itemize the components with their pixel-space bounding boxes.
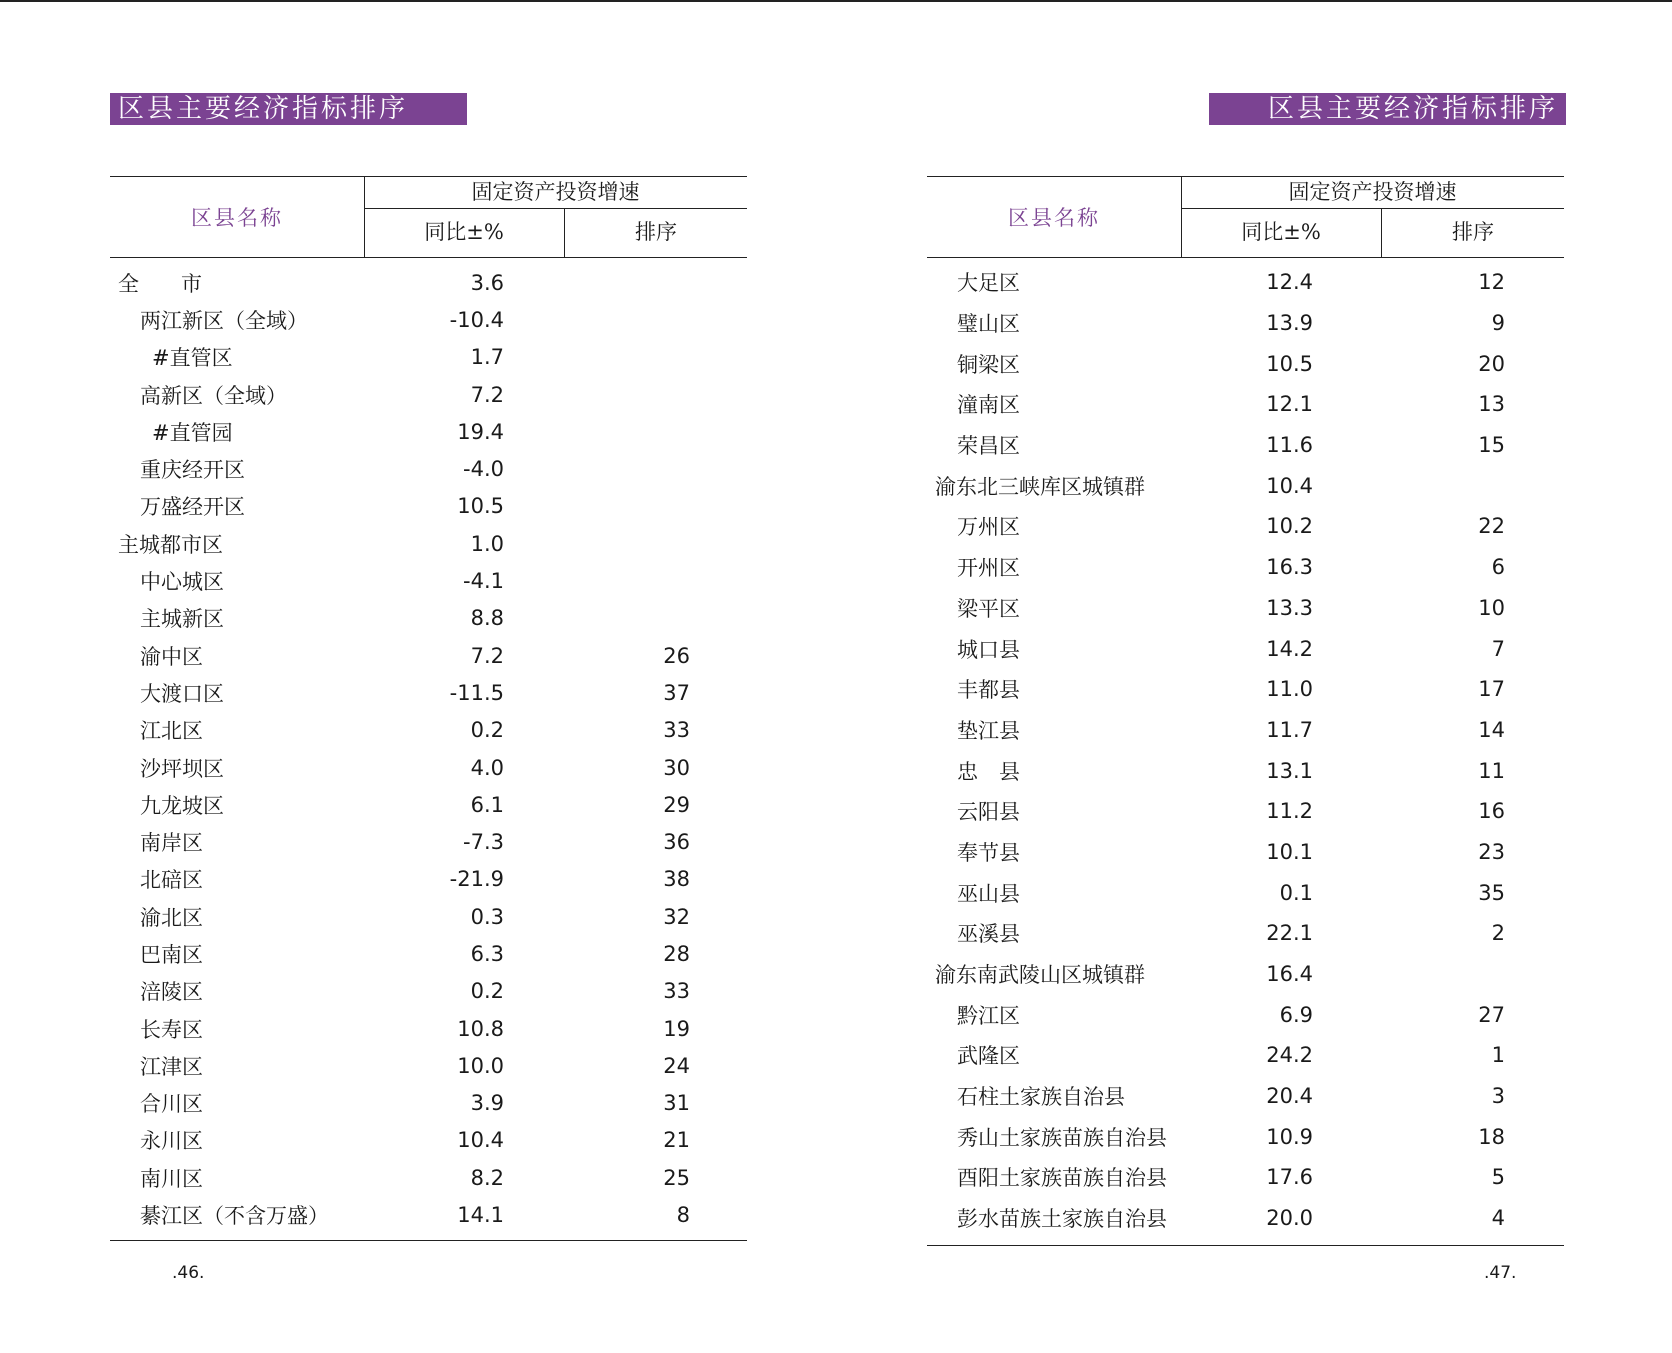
table-row [110, 637, 747, 674]
table-row [927, 343, 1564, 384]
table-row [110, 450, 747, 487]
district-name-cell: 重庆经开区 [140, 458, 245, 483]
table-row [110, 339, 747, 376]
rank-cell: 10 [1478, 595, 1505, 620]
table-row [927, 669, 1564, 710]
rank-cell: 31 [663, 1091, 690, 1116]
table-header [927, 176, 1564, 258]
table-body [110, 258, 747, 1241]
table-row [110, 1196, 747, 1233]
table-row [110, 413, 747, 450]
yoy-growth-cell: 11.0 [1266, 677, 1313, 702]
yoy-growth-cell: 10.0 [457, 1053, 504, 1078]
yoy-growth-cell: 7.2 [470, 382, 504, 407]
yoy-growth-cell: 10.5 [457, 494, 504, 519]
rank-cell: 33 [663, 979, 690, 1004]
indicator-table [927, 176, 1564, 1246]
rank-cell: 32 [663, 904, 690, 929]
table-row [110, 973, 747, 1010]
district-name-cell: 主城都市区 [118, 532, 223, 557]
rank-cell: 4 [1491, 1206, 1505, 1231]
table-row [927, 384, 1564, 425]
yoy-growth-cell: 10.5 [1266, 351, 1313, 376]
rank-cell [565, 264, 690, 301]
rank-cell: 13 [1478, 392, 1505, 417]
yoy-growth-cell: 22.1 [1266, 921, 1313, 946]
page-number: .47. [1484, 1263, 1517, 1283]
table-row [110, 1122, 747, 1159]
rank-cell: 2 [1491, 921, 1505, 946]
table-row [110, 1047, 747, 1084]
rank-cell [565, 301, 690, 338]
district-name-cell: 璧山区 [957, 312, 1020, 337]
header-investment-growth: 固定资产投资增速 [1181, 177, 1564, 209]
table-row [927, 1198, 1564, 1239]
rank-cell [565, 339, 690, 376]
yoy-growth-cell: -4.0 [463, 457, 504, 482]
table-row [927, 913, 1564, 954]
yoy-growth-cell: 16.3 [1266, 555, 1313, 580]
district-name-cell: 黔江区 [957, 1003, 1020, 1028]
header-rank: 排序 [1452, 220, 1494, 244]
section-banner-title: 区县主要经济指标排序 [1209, 93, 1566, 125]
district-name-cell: 沙坪坝区 [140, 756, 224, 781]
district-name-cell: 彭水苗族土家族自治县 [957, 1207, 1167, 1232]
district-name-cell: 巫山县 [957, 881, 1020, 906]
yoy-growth-cell: 10.2 [1266, 514, 1313, 539]
rank-cell: 9 [1491, 311, 1505, 336]
rank-cell [565, 450, 690, 487]
district-name-cell: 北碚区 [140, 868, 203, 893]
yoy-growth-cell: 20.0 [1266, 1206, 1313, 1231]
table-row [927, 1076, 1564, 1117]
rank-cell: 6 [1491, 555, 1505, 580]
table-row [927, 832, 1564, 873]
rank-cell: 8 [676, 1203, 690, 1228]
district-name-cell: 江津区 [140, 1054, 203, 1079]
rank-cell: 30 [663, 755, 690, 780]
yoy-growth-cell: 3.6 [470, 270, 504, 295]
district-name-cell: 铜梁区 [957, 352, 1020, 377]
rank-cell: 33 [663, 718, 690, 743]
yoy-growth-cell: 0.2 [470, 979, 504, 1004]
yoy-growth-cell: 6.3 [470, 941, 504, 966]
yoy-growth-cell: 13.1 [1266, 758, 1313, 783]
district-name-cell: 涪陵区 [140, 980, 203, 1005]
table-row [927, 791, 1564, 832]
district-name-cell: 南岸区 [140, 831, 203, 856]
district-name-cell: 高新区（全域） [140, 383, 287, 408]
yoy-growth-cell: 10.9 [1266, 1124, 1313, 1149]
table-row [927, 1116, 1564, 1157]
table-row [927, 506, 1564, 547]
table-row [927, 262, 1564, 303]
district-name-cell: 巴南区 [140, 942, 203, 967]
rank-cell: 24 [663, 1053, 690, 1078]
yoy-growth-cell: 12.1 [1266, 392, 1313, 417]
rank-cell [1382, 954, 1505, 995]
header-district-name: 区县名称 [927, 177, 1182, 257]
table-row [110, 264, 747, 301]
district-name-cell: 秀山土家族苗族自治县 [957, 1125, 1167, 1150]
district-name-cell: 梁平区 [957, 596, 1020, 621]
yoy-growth-cell: 7.2 [470, 643, 504, 668]
district-name-cell: 九龙坡区 [140, 793, 224, 818]
table-row [927, 1157, 1564, 1198]
rank-cell: 28 [663, 941, 690, 966]
table-row [110, 861, 747, 898]
rank-cell: 25 [663, 1165, 690, 1190]
yoy-growth-cell: 10.1 [1266, 839, 1313, 864]
table-row [927, 547, 1564, 588]
rank-cell: 1 [1491, 1043, 1505, 1068]
yoy-growth-cell: 1.7 [470, 345, 504, 370]
district-name-cell: 垫江县 [957, 718, 1020, 743]
yoy-growth-cell: 1.0 [470, 531, 504, 556]
district-name-cell: 潼南区 [957, 393, 1020, 418]
yoy-growth-cell: 10.4 [457, 1128, 504, 1153]
district-name-cell: 巫溪县 [957, 922, 1020, 947]
header-investment-growth: 固定资产投资增速 [364, 177, 747, 209]
yoy-growth-cell: 6.1 [470, 792, 504, 817]
table-row [927, 710, 1564, 751]
right-page [836, 0, 1672, 1353]
yoy-growth-cell: -10.4 [449, 307, 504, 332]
rank-cell [1382, 465, 1505, 506]
yoy-growth-cell: 12.4 [1266, 270, 1313, 295]
table-row [110, 712, 747, 749]
table-row [110, 823, 747, 860]
rank-cell: 22 [1478, 514, 1505, 539]
table-row [110, 674, 747, 711]
yoy-growth-cell: 20.4 [1266, 1084, 1313, 1109]
district-name-cell: 忠 县 [957, 759, 1020, 784]
yoy-growth-cell: -4.1 [463, 569, 504, 594]
table-row [927, 425, 1564, 466]
yoy-growth-cell: 8.2 [470, 1165, 504, 1190]
district-name-cell: #直管区 [152, 346, 233, 371]
yoy-growth-cell: 10.8 [457, 1016, 504, 1041]
yoy-growth-cell: -21.9 [449, 867, 504, 892]
table-row [110, 898, 747, 935]
rank-cell: 20 [1478, 351, 1505, 376]
district-name-cell: 主城新区 [140, 607, 224, 632]
rank-cell [565, 562, 690, 599]
table-row [110, 525, 747, 562]
yoy-growth-cell: 0.2 [470, 718, 504, 743]
rank-cell: 38 [663, 867, 690, 892]
table-header [110, 176, 747, 258]
yoy-growth-cell: -7.3 [463, 830, 504, 855]
district-name-cell: 奉节县 [957, 840, 1020, 865]
yoy-growth-cell: 0.3 [470, 904, 504, 929]
yoy-growth-cell: 13.3 [1266, 595, 1313, 620]
yoy-growth-cell: 4.0 [470, 755, 504, 780]
district-name-cell: 全 市 [118, 271, 202, 296]
district-name-cell: 丰都县 [957, 678, 1020, 703]
header-district-name: 区县名称 [110, 177, 365, 257]
district-name-cell: 云阳县 [957, 800, 1020, 825]
yoy-growth-cell: 17.6 [1266, 1165, 1313, 1190]
yoy-growth-cell: 11.2 [1266, 799, 1313, 824]
yoy-growth-cell: 11.6 [1266, 433, 1313, 458]
header-yoy: 同比±% [1181, 208, 1382, 257]
district-name-cell: 荣昌区 [957, 434, 1020, 459]
district-name-cell: 武隆区 [957, 1044, 1020, 1069]
table-row [110, 749, 747, 786]
yoy-growth-cell: 13.9 [1266, 311, 1313, 336]
district-name-cell: 石柱土家族自治县 [957, 1085, 1125, 1110]
indicator-table [110, 176, 747, 1241]
table-row [110, 1010, 747, 1047]
district-name-cell: 酉阳土家族苗族自治县 [957, 1166, 1167, 1191]
rank-cell [565, 413, 690, 450]
rank-cell: 37 [663, 680, 690, 705]
yoy-growth-cell: 10.4 [1266, 473, 1313, 498]
district-name-cell: 城口县 [957, 637, 1020, 662]
rank-cell [565, 488, 690, 525]
yoy-growth-cell: 0.1 [1279, 880, 1313, 905]
rank-cell: 23 [1478, 839, 1505, 864]
district-name-cell: 渝东北三峡库区城镇群 [935, 474, 1145, 499]
table-row [110, 1159, 747, 1196]
table-row [927, 588, 1564, 629]
yoy-growth-cell: 14.2 [1266, 636, 1313, 661]
rank-cell: 35 [1478, 880, 1505, 905]
district-name-cell: #直管园 [152, 420, 233, 445]
district-name-cell: 合川区 [140, 1092, 203, 1117]
table-row [110, 488, 747, 525]
table-row [110, 562, 747, 599]
rank-cell: 36 [663, 830, 690, 855]
rank-cell: 19 [663, 1016, 690, 1041]
district-name-cell: 万盛经开区 [140, 495, 245, 520]
district-name-cell: 綦江区（不含万盛） [140, 1204, 329, 1229]
yoy-growth-cell: 6.9 [1279, 1002, 1313, 1027]
rank-cell: 3 [1491, 1084, 1505, 1109]
table-row [927, 994, 1564, 1035]
section-banner-title: 区县主要经济指标排序 [110, 93, 467, 125]
rank-cell: 14 [1478, 717, 1505, 742]
table-row [110, 376, 747, 413]
table-row [927, 750, 1564, 791]
table-row [927, 1035, 1564, 1076]
table-row [927, 465, 1564, 506]
rank-cell [565, 376, 690, 413]
district-name-cell: 大渡口区 [140, 681, 224, 706]
header-rank: 排序 [635, 220, 677, 244]
yoy-growth-cell: -11.5 [449, 680, 504, 705]
table-row [110, 301, 747, 338]
district-name-cell: 渝北区 [140, 905, 203, 930]
rank-cell: 7 [1491, 636, 1505, 661]
district-name-cell: 永川区 [140, 1129, 203, 1154]
rank-cell: 18 [1478, 1124, 1505, 1149]
district-name-cell: 长寿区 [140, 1017, 203, 1042]
rank-cell: 17 [1478, 677, 1505, 702]
rank-cell: 12 [1478, 270, 1505, 295]
table-row [110, 935, 747, 972]
rank-cell [565, 600, 690, 637]
rank-cell: 26 [663, 643, 690, 668]
yoy-growth-cell: 8.8 [470, 606, 504, 631]
table-row [927, 303, 1564, 344]
table-row [927, 628, 1564, 669]
rank-cell: 5 [1491, 1165, 1505, 1190]
district-name-cell: 渝东南武陵山区城镇群 [935, 963, 1145, 988]
yoy-growth-cell: 16.4 [1266, 962, 1313, 987]
table-row [110, 600, 747, 637]
rank-cell: 15 [1478, 433, 1505, 458]
rank-cell: 27 [1478, 1002, 1505, 1027]
table-row [927, 954, 1564, 995]
district-name-cell: 万州区 [957, 515, 1020, 540]
yoy-growth-cell: 24.2 [1266, 1043, 1313, 1068]
district-name-cell: 渝中区 [140, 644, 203, 669]
yoy-growth-cell: 14.1 [457, 1203, 504, 1228]
district-name-cell: 南川区 [140, 1166, 203, 1191]
yoy-growth-cell: 19.4 [457, 419, 504, 444]
rank-cell: 16 [1478, 799, 1505, 824]
district-name-cell: 开州区 [957, 556, 1020, 581]
district-name-cell: 大足区 [957, 271, 1020, 296]
table-body [927, 258, 1564, 1246]
district-name-cell: 中心城区 [140, 570, 224, 595]
table-row [110, 1085, 747, 1122]
yoy-growth-cell: 3.9 [470, 1091, 504, 1116]
rank-cell [565, 525, 690, 562]
district-name-cell: 江北区 [140, 719, 203, 744]
rank-cell: 29 [663, 792, 690, 817]
header-yoy: 同比±% [364, 208, 565, 257]
page-number: .46. [172, 1263, 205, 1283]
yoy-growth-cell: 11.7 [1266, 717, 1313, 742]
rank-cell: 21 [663, 1128, 690, 1153]
table-row [927, 872, 1564, 913]
table-row [110, 786, 747, 823]
district-name-cell: 两江新区（全域） [140, 308, 308, 333]
rank-cell: 11 [1478, 758, 1505, 783]
